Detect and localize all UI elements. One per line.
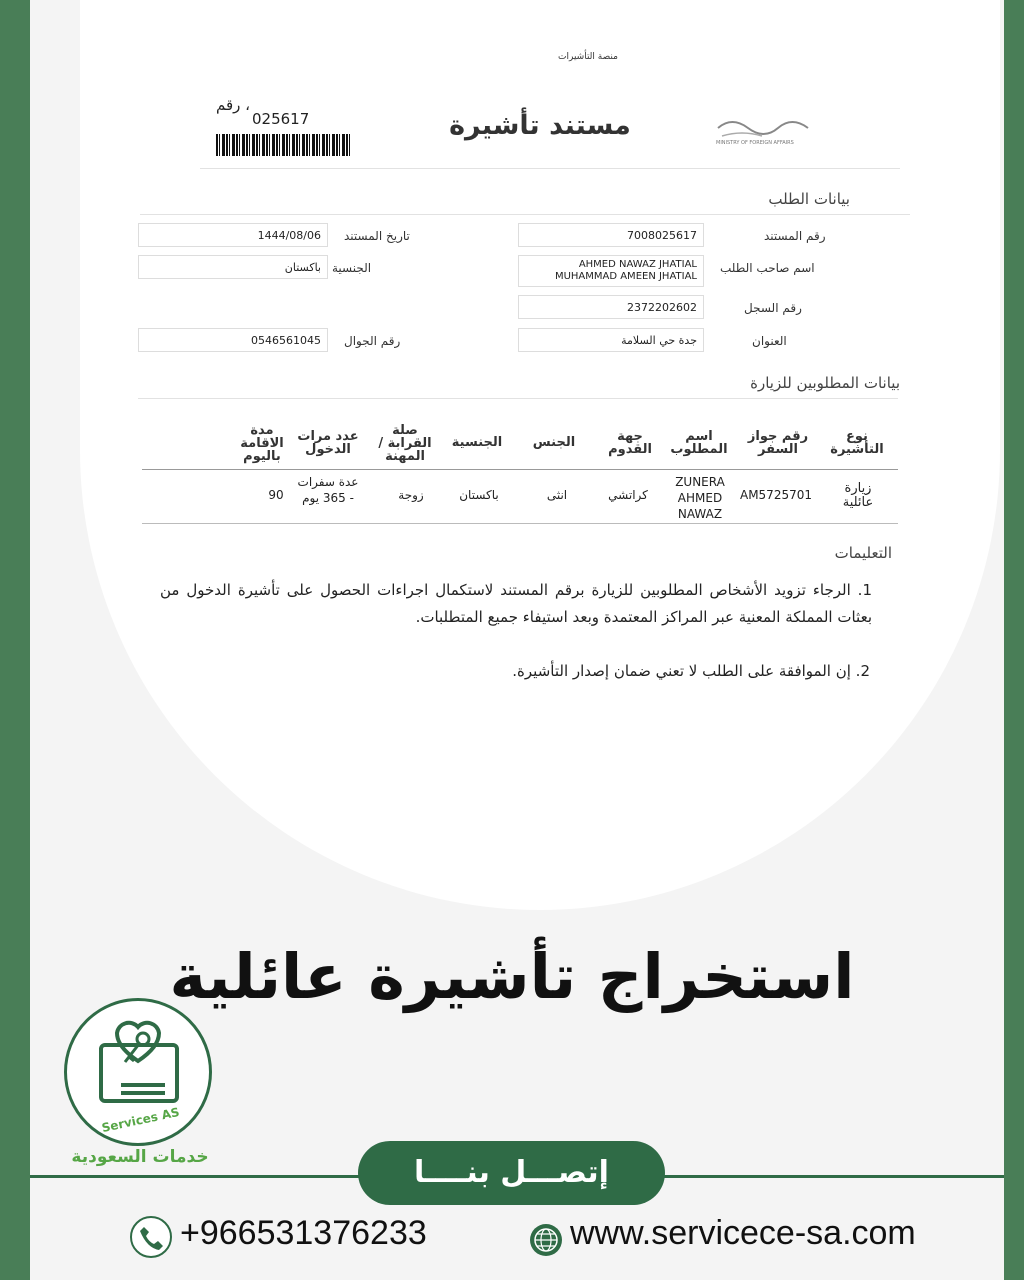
td-gender: انثى — [546, 488, 568, 502]
phone-icon — [130, 1216, 172, 1258]
td-origin: كراتشي — [608, 488, 648, 502]
applicant-line2: MUHAMMAD AMEEN JHATIAL — [554, 271, 697, 282]
registry-label: رقم السجل — [744, 301, 802, 315]
th-visa-type: نوع التأشيرة — [830, 429, 884, 457]
th-nationality: الجنسية — [451, 435, 503, 450]
td-nationality: باكستان — [459, 488, 499, 502]
th-relation: صلة القرابة / المهنة — [378, 423, 432, 464]
website-link[interactable]: www.servicece-sa.com — [570, 1214, 916, 1252]
th-name: اسم المطلوب — [670, 429, 728, 457]
applicant-label: اسم صاحب الطلب — [720, 261, 815, 275]
th-gender: الجنس — [532, 435, 576, 450]
headline: استخراج تأشيرة عائلية — [169, 940, 855, 1013]
th-entries: عدد مرات الدخول — [297, 429, 359, 457]
td-passport: AM5725701 — [739, 488, 812, 502]
doc-number-label: رقم المستند — [764, 229, 826, 243]
ref-value: 025617 — [252, 110, 310, 128]
phone-number[interactable]: +966531376233 — [180, 1214, 427, 1252]
applicant-field — [518, 255, 704, 287]
section-request: بيانات الطلب — [768, 190, 850, 208]
address-label: العنوان — [752, 334, 787, 348]
doc-date-field: 1444/08/06 — [138, 223, 328, 247]
th-origin: جهة القدوم — [608, 429, 652, 457]
td-duration: 90 — [268, 488, 284, 502]
nationality-label: الجنسية — [332, 261, 372, 275]
document-frame — [80, 0, 1000, 910]
brand-name: خدمات السعودية — [71, 1147, 209, 1167]
barcode-icon — [216, 134, 350, 156]
logo-text: Services AS — [100, 1104, 181, 1136]
td-entries: عدة سفرات - 365 يوم — [297, 475, 359, 505]
section-visitors: بيانات المطلوبين للزيارة — [750, 374, 900, 392]
visa-document — [80, 0, 1000, 910]
th-duration: مدة الاقامة باليوم — [240, 423, 284, 464]
section-instructions: التعليمات — [834, 544, 892, 562]
th-passport: رقم جواز السفر — [747, 429, 809, 457]
ministry-en: MINISTRY OF FOREIGN AFFAIRS — [716, 140, 794, 146]
registry-field: 2372202602 — [518, 295, 704, 319]
address-field: جدة حي السلامة — [518, 328, 704, 352]
td-name: ZUNERA AHMED NAWAZ — [675, 475, 725, 521]
td-visa-type: زيارة عائلية — [842, 481, 874, 510]
instruction-1: 1. الرجاء تزويد الأشخاص المطلوبين للزيارة برقم المستند لاستكمال اجراءات الحصول على تأشيرة الدخول من بعثات المملكة المعنية عبر المراكز المعتمدة وبعد استيفاء جميع المتطلبات. — [160, 581, 872, 626]
applicant-line1: AHMED NAWAZ JHATIAL — [578, 259, 697, 270]
td-relation: زوجة — [398, 488, 424, 502]
mobile-field: 0546561045 — [138, 328, 328, 352]
brand-logo — [64, 998, 212, 1146]
doc-date-label: تاريخ المستند — [344, 229, 410, 243]
doc-number-field: 7008025617 — [518, 223, 704, 247]
platform-label: منصة التأشيرات — [558, 52, 618, 62]
globe-icon — [530, 1224, 562, 1256]
instruction-2: 2. إن الموافقة على الطلب لا تعني ضمان إصدار التأشيرة. — [512, 662, 870, 680]
nationality-field: باكستان — [138, 255, 328, 279]
mobile-label: رقم الجوال — [344, 334, 401, 348]
document-title: مستند تأشيرة — [449, 110, 631, 141]
ref-label: رقم ، — [216, 96, 251, 114]
contact-button[interactable]: إتصـــل بنــــا — [358, 1141, 665, 1205]
